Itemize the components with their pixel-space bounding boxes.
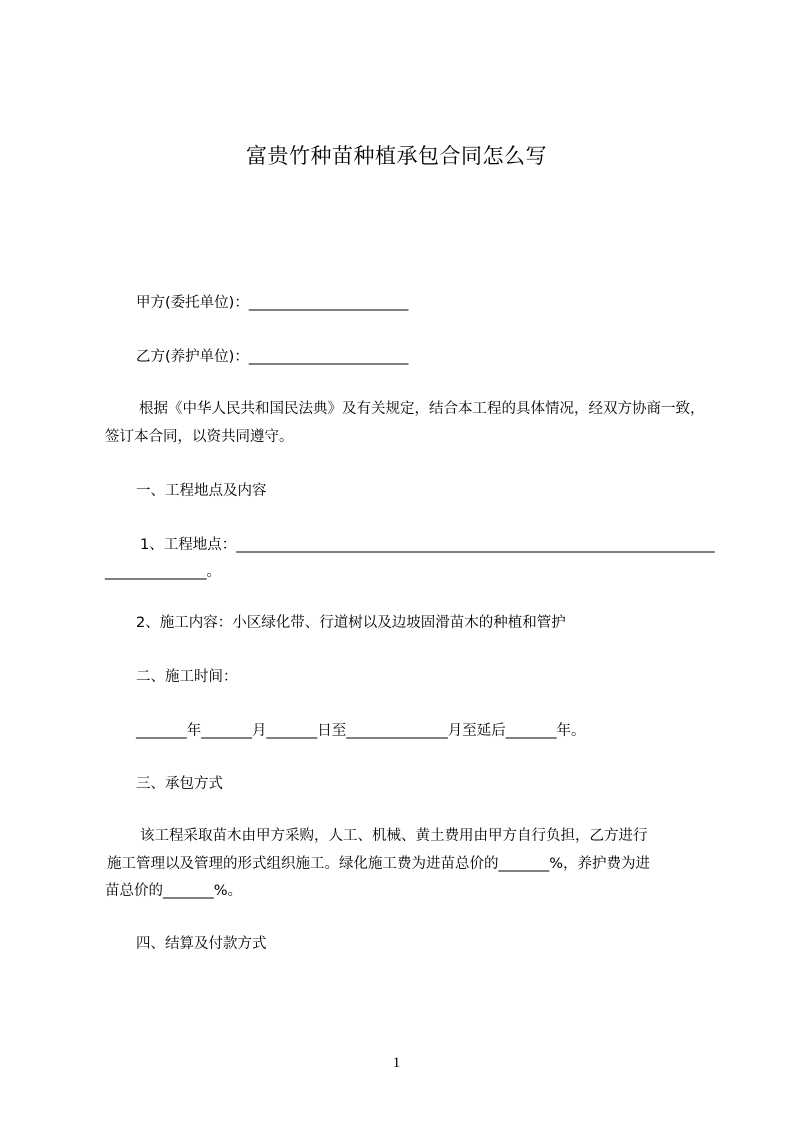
content-line: 2、施工内容：小区绿化带、行道树以及边坡固滑苗木的种植和管护 xyxy=(136,615,566,631)
party-a-line: 甲方(委托单位)：______________________ xyxy=(136,295,409,311)
intro-paragraph: 根据《中华人民共和国民法典》及有关规定，结合本工程的具体情况，经双方协商一致，签订本合同，以资共同遵守。 xyxy=(105,401,705,445)
page-number: 1 xyxy=(392,1055,401,1071)
section-3-heading: 三、承包方式 xyxy=(136,776,223,792)
document-title: 富贵竹种苗种植承包合同怎么写 xyxy=(246,144,547,168)
time-line: _______年_______月_______日至______________月至延后_______年。 xyxy=(136,723,586,739)
contract-mode-line-1: 该工程采取苗木由甲方采购，人工、机械、黄土费用由甲方自行负担，乙方进行 xyxy=(140,828,648,844)
contract-mode-line-2: 施工管理以及管理的形式组织施工。绿化施工费为进苗总价的_______%，养护费为进 xyxy=(107,856,651,872)
section-1-heading: 一、工程地点及内容 xyxy=(136,483,267,499)
party-b-line: 乙方(养护单位)：______________________ xyxy=(136,349,409,365)
section-4-heading: 四、结算及付款方式 xyxy=(136,936,267,952)
location-line-1: 1、工程地点：__________________________________________________________________ xyxy=(140,537,715,553)
section-2-heading: 二、施工时间： xyxy=(136,669,238,685)
location-line-2: ______________。 xyxy=(105,564,221,580)
contract-mode-line-3: 苗总价的_______%。 xyxy=(105,883,243,899)
